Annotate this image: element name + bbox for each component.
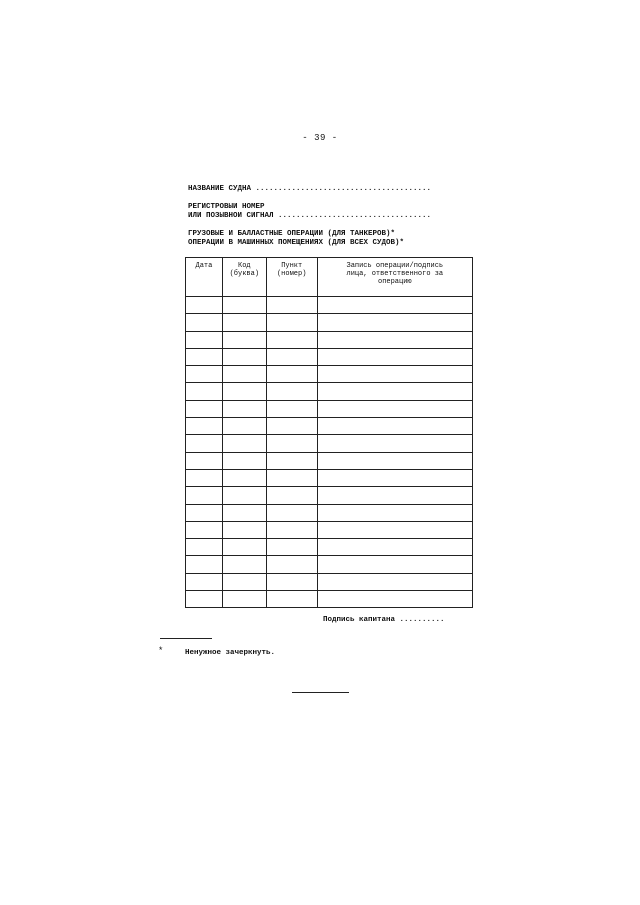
table-cell: [266, 556, 317, 573]
table-cell: [186, 556, 223, 573]
table-cell: [222, 314, 266, 331]
table-cell: [186, 469, 223, 486]
table-cell: [317, 348, 472, 365]
table-cell: [222, 435, 266, 452]
table-row: [186, 452, 473, 469]
table-cell: [222, 504, 266, 521]
column-header-date-line1: Дата: [195, 262, 213, 270]
end-divider: [292, 692, 349, 693]
table-cell: [222, 366, 266, 383]
table-cell: [266, 539, 317, 556]
table-row: [186, 400, 473, 417]
table-cell: [266, 366, 317, 383]
table-cell: [266, 383, 317, 400]
table-cell: [222, 539, 266, 556]
column-header-code-line2: (буква): [229, 270, 260, 278]
table-cell: [317, 435, 472, 452]
table-cell: [317, 331, 472, 348]
table-row: [186, 521, 473, 538]
table-cell: [222, 469, 266, 486]
table-cell: [186, 314, 223, 331]
footnote-text: Ненужное зачеркнуть.: [185, 649, 276, 657]
heading-machinery-spaces: ОПЕРАЦИИ В МАШИННЫХ ПОМЕЩЕНИЯХ (ДЛЯ ВСЕХ СУДОВ)*: [188, 239, 405, 247]
table-cell: [222, 331, 266, 348]
captain-signature-line: Подпись капитана ..........: [323, 616, 445, 624]
table-cell: [186, 487, 223, 504]
table-row: [186, 573, 473, 590]
table-cell: [186, 383, 223, 400]
table-cell: [222, 556, 266, 573]
table-cell: [222, 487, 266, 504]
table-cell: [266, 418, 317, 435]
column-header-record-line3: операцию: [378, 278, 412, 286]
table-cell: [186, 539, 223, 556]
table-row: [186, 591, 473, 608]
table-row: [186, 383, 473, 400]
table-cell: [186, 366, 223, 383]
table-cell: [186, 521, 223, 538]
column-header-record: [317, 258, 472, 297]
table-cell: [222, 348, 266, 365]
table-cell: [266, 469, 317, 486]
table-header-row: [186, 258, 473, 297]
table-row: [186, 331, 473, 348]
table-cell: [266, 591, 317, 608]
table-cell: [186, 400, 223, 417]
table-cell: [266, 504, 317, 521]
column-header-code: [222, 258, 266, 297]
table-cell: [222, 418, 266, 435]
operations-log-table: [185, 257, 473, 608]
table-cell: [222, 521, 266, 538]
table-body: [186, 297, 473, 608]
table-row: [186, 435, 473, 452]
footnote-mark: *: [158, 646, 164, 656]
table-cell: [317, 400, 472, 417]
table-cell: [317, 487, 472, 504]
table-cell: [222, 383, 266, 400]
table-cell: [317, 556, 472, 573]
table-row: [186, 504, 473, 521]
table-cell: [266, 452, 317, 469]
table-cell: [266, 331, 317, 348]
page-number: - 39 -: [302, 133, 338, 143]
table-cell: [186, 331, 223, 348]
table-cell: [317, 573, 472, 590]
table-cell: [317, 521, 472, 538]
table-row: [186, 297, 473, 314]
table-cell: [266, 400, 317, 417]
table-cell: [317, 314, 472, 331]
table-cell: [317, 469, 472, 486]
table-cell: [266, 573, 317, 590]
table-row: [186, 418, 473, 435]
column-header-item-line2: (номер): [276, 270, 307, 278]
table-cell: [186, 504, 223, 521]
table-cell: [266, 487, 317, 504]
heading-cargo-ballast: ГРУЗОВЫЕ И БАЛЛАСТНЫЕ ОПЕРАЦИИ (ДЛЯ ТАНКЕРОВ)*: [188, 230, 396, 238]
table-row: [186, 314, 473, 331]
table-cell: [266, 348, 317, 365]
table-row: [186, 469, 473, 486]
table-cell: [317, 297, 472, 314]
table-cell: [186, 348, 223, 365]
table-cell: [266, 435, 317, 452]
reg-number-label: РЕГИСТРОВЫЙ НОМЕР: [188, 203, 265, 211]
table-row: [186, 487, 473, 504]
table-cell: [266, 314, 317, 331]
footnote-divider: [160, 638, 212, 639]
table-cell: [317, 366, 472, 383]
table-cell: [317, 539, 472, 556]
table-row: [186, 539, 473, 556]
table-row: [186, 348, 473, 365]
column-header-item: [266, 258, 317, 297]
table-cell: [317, 452, 472, 469]
table-cell: [186, 435, 223, 452]
table-cell: [222, 591, 266, 608]
column-header-date: [186, 258, 223, 297]
table-cell: [222, 400, 266, 417]
table-cell: [317, 418, 472, 435]
column-header-code-line1: Код: [238, 262, 251, 270]
column-header-record-line2: лица, ответственного за: [346, 270, 444, 278]
column-header-item-line1: Пункт: [281, 262, 303, 270]
table-row: [186, 366, 473, 383]
table-cell: [186, 418, 223, 435]
table-cell: [186, 591, 223, 608]
table-cell: [222, 452, 266, 469]
table-cell: [317, 383, 472, 400]
table-cell: [222, 297, 266, 314]
call-sign-field: ИЛИ ПОЗЫВНОЙ СИГНАЛ ..................................: [188, 212, 432, 220]
table-cell: [266, 521, 317, 538]
table-cell: [317, 591, 472, 608]
table-cell: [186, 452, 223, 469]
column-header-record-line1: Запись операции/подпись: [346, 262, 444, 270]
table-cell: [186, 297, 223, 314]
table-row: [186, 556, 473, 573]
table-cell: [266, 297, 317, 314]
table-cell: [186, 573, 223, 590]
table-cell: [317, 504, 472, 521]
table-cell: [222, 573, 266, 590]
ship-name-field: НАЗВАНИЕ СУДНА .......................................: [188, 185, 432, 193]
